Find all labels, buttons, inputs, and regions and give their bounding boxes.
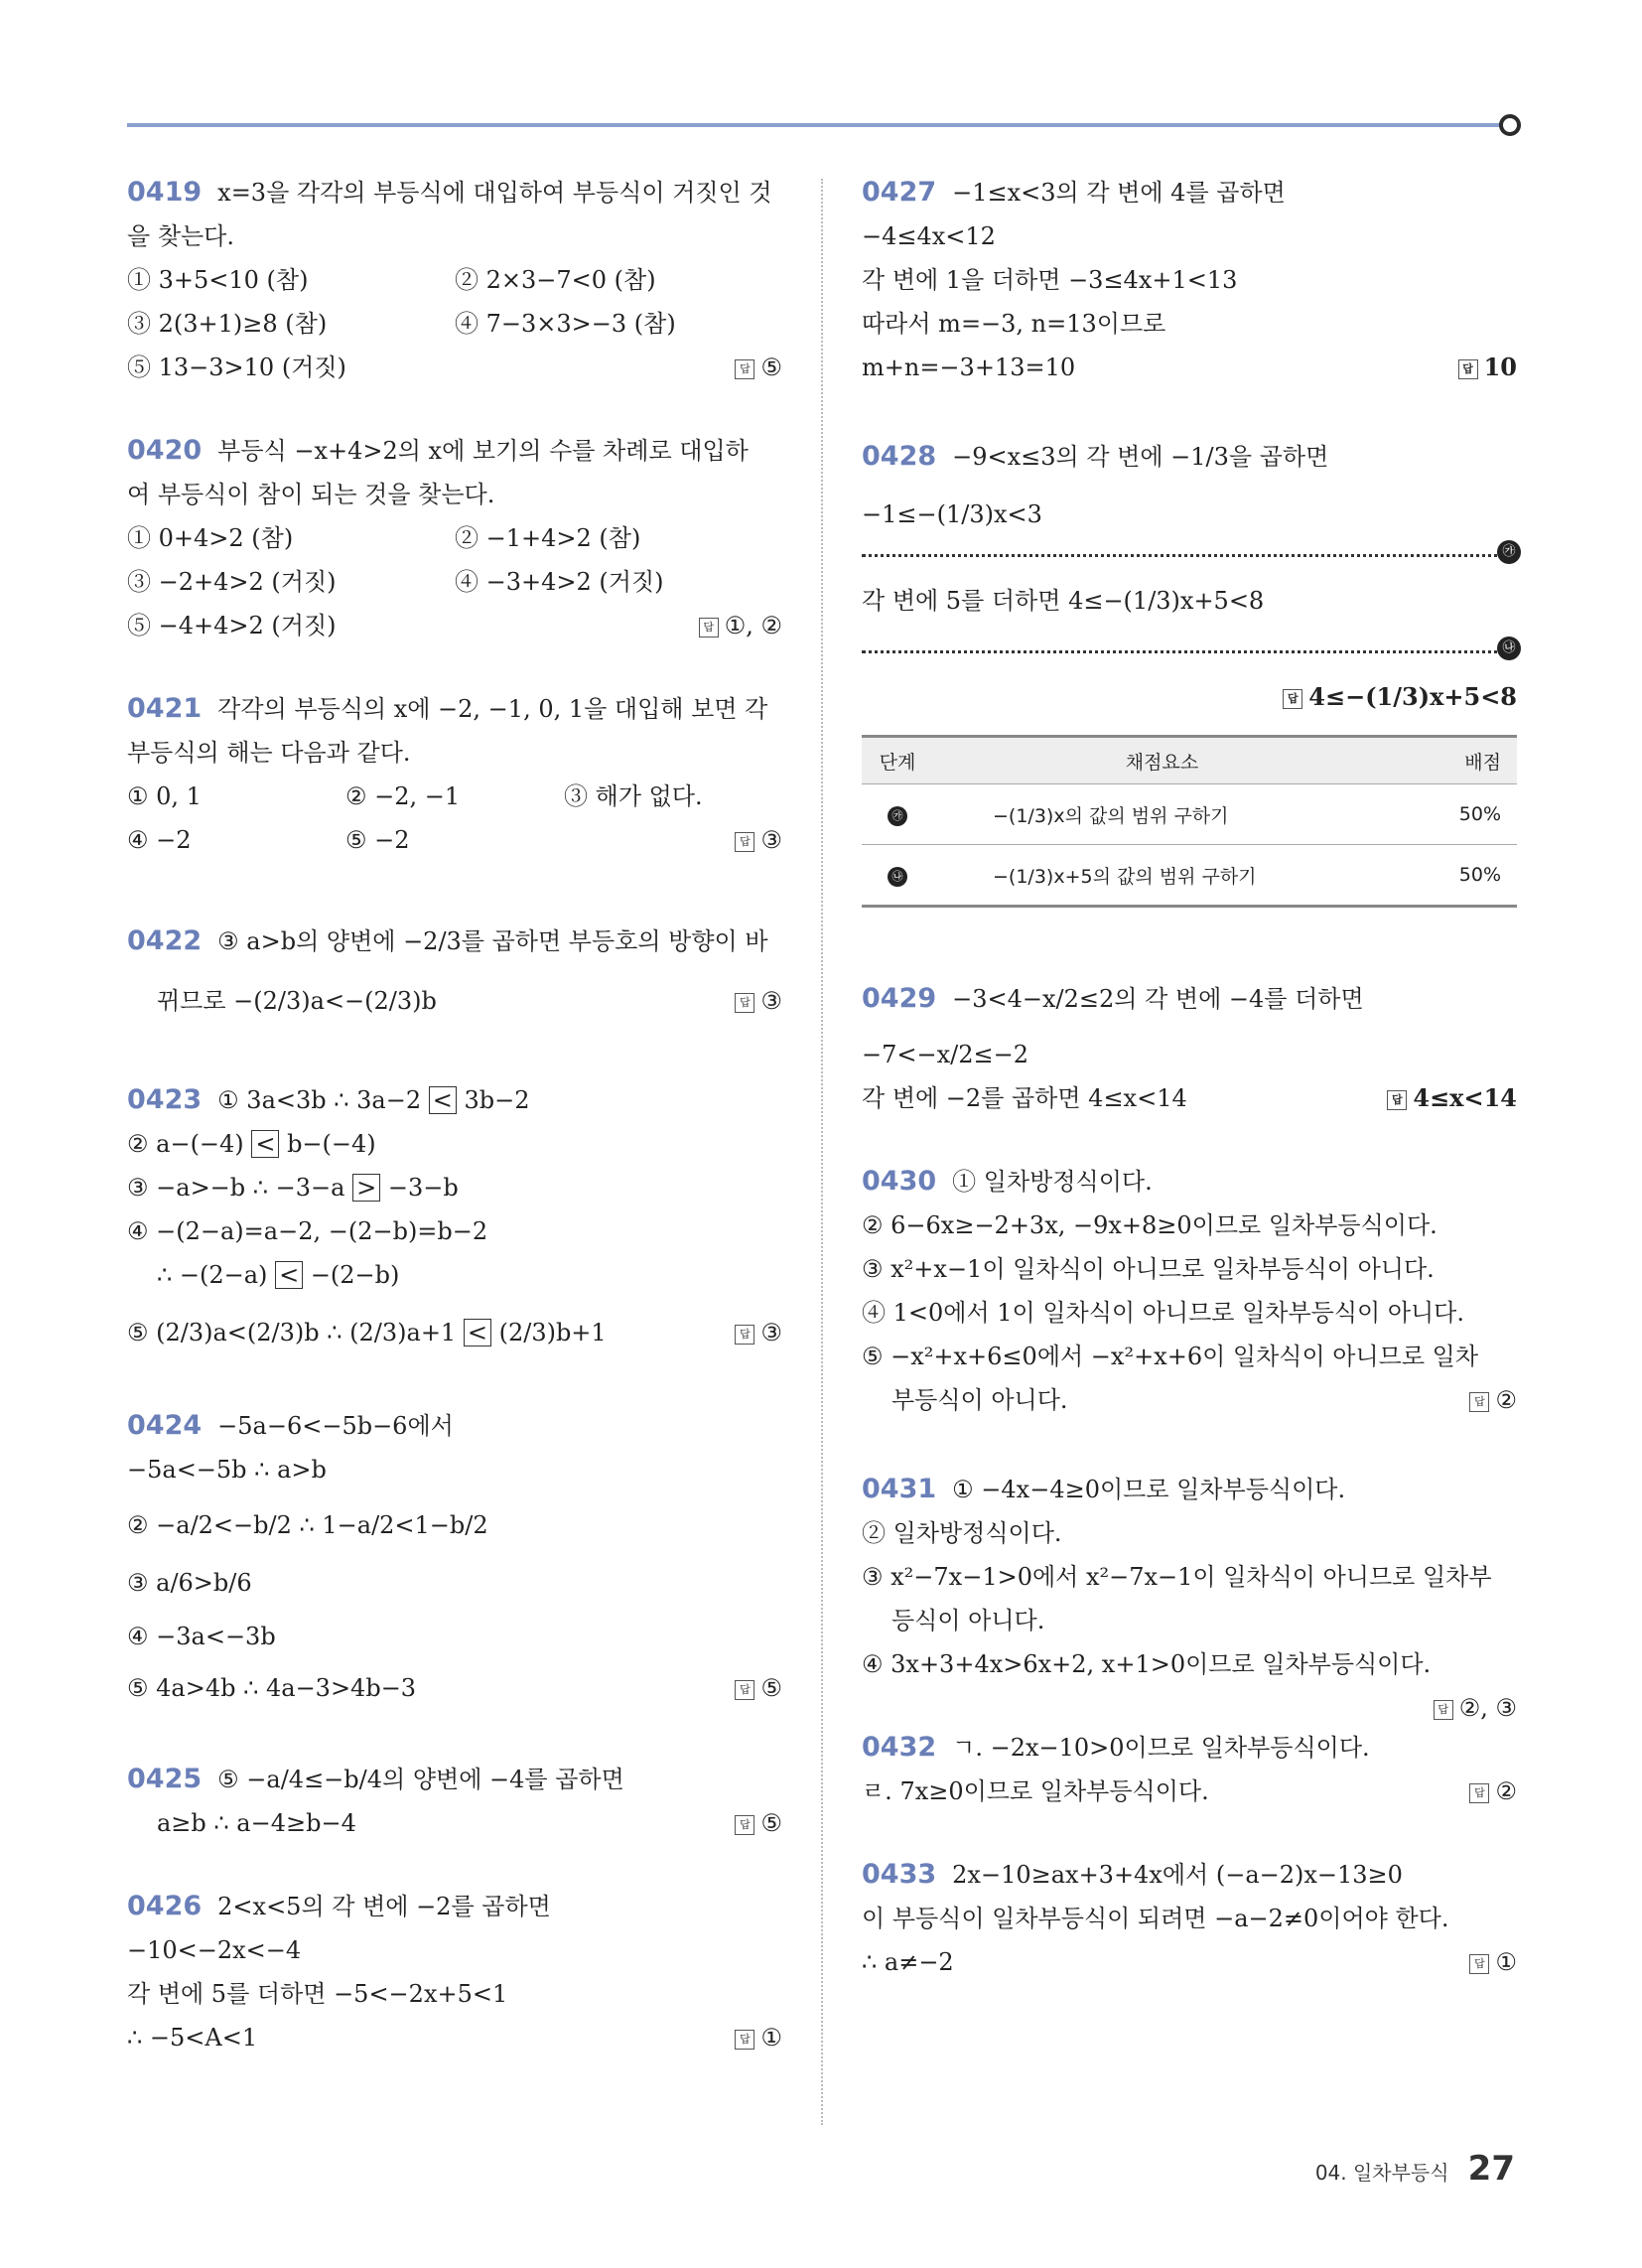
table-row bbox=[862, 784, 1517, 845]
option: ⑤ −4+4>2 (거짓) bbox=[127, 612, 337, 639]
problem-number: 0422 bbox=[127, 925, 203, 956]
problem-text: −4≤4x<12 bbox=[862, 222, 996, 250]
answer-mark-icon: 답 bbox=[1387, 1090, 1407, 1110]
answer-mark-icon: 답 bbox=[735, 1325, 754, 1345]
page-number: 27 bbox=[1467, 2149, 1515, 2189]
answer-mark-icon: 답 bbox=[735, 993, 754, 1013]
problem-number: 0432 bbox=[862, 1732, 937, 1763]
problem-text: 각각의 부등식의 x에 −2, −1, 0, 1을 대입해 보면 각 bbox=[217, 695, 768, 723]
answer: 답 ⑤ bbox=[735, 1801, 782, 1845]
chapter-title: 04. 일차부등식 bbox=[1314, 2161, 1449, 2185]
option: ③ −2+4>2 (거짓) bbox=[127, 568, 337, 596]
step-divider bbox=[862, 640, 1517, 655]
column-divider bbox=[821, 179, 823, 2125]
answer-mark-icon: 답 bbox=[1469, 1954, 1489, 1974]
problem-0422 bbox=[127, 920, 782, 1023]
score-header: 채점요소 bbox=[933, 737, 1391, 784]
right-column bbox=[862, 171, 1517, 2024]
problem-text: 을 찾는다. bbox=[127, 222, 234, 250]
header-dot-icon bbox=[1499, 114, 1521, 136]
problem-text: 각 변에 1을 더하면 −3≤4x+1<13 bbox=[862, 266, 1238, 294]
problem-text: ∴ a≠−2 bbox=[862, 1948, 954, 1976]
problem-text: ⑤ −a/4≤−b/4의 양변에 −4를 곱하면 bbox=[217, 1766, 624, 1793]
problem-number: 0426 bbox=[127, 1891, 203, 1921]
problem-text: ⑤ −x²+x+6≤0에서 −x²+x+6이 일차식이 아니므로 일차 bbox=[862, 1343, 1479, 1370]
problem-text: 부등식의 해는 다음과 같다. bbox=[127, 739, 411, 767]
answer-mark-icon: 답 bbox=[735, 2030, 754, 2050]
answer: 답 ①, ② bbox=[699, 604, 782, 647]
answer: 답 ① bbox=[1469, 1940, 1517, 1984]
answer: 답 ② bbox=[1469, 1770, 1517, 1813]
problem-number: 0431 bbox=[862, 1474, 937, 1504]
problem-number: 0424 bbox=[127, 1410, 203, 1441]
problem-text: ④ −3a<−3b bbox=[127, 1623, 276, 1650]
score-header: 배점 bbox=[1391, 737, 1517, 784]
problem-0425 bbox=[127, 1758, 782, 1845]
problem-number: 0425 bbox=[127, 1764, 203, 1794]
option: ② −1+4>2 (참) bbox=[455, 524, 641, 552]
problem-text: ① −4x−4≥0이므로 일차부등식이다. bbox=[952, 1476, 1346, 1503]
problem-text: −1≤−(1/3)x<3 bbox=[862, 500, 1042, 528]
answer: 답 ① bbox=[735, 2016, 782, 2059]
header-rule bbox=[127, 123, 1509, 127]
problem-text: ② 6−6x≥−2+3x, −9x+8≥0이므로 일차부등식이다. bbox=[862, 1211, 1437, 1239]
option: ① 3+5<10 (참) bbox=[127, 266, 309, 294]
answer: 답 ③ bbox=[735, 1311, 782, 1354]
problem-text: −1≤x<3의 각 변에 4를 곱하면 bbox=[952, 179, 1286, 207]
problem-text: ③ x²−7x−1>0에서 x²−7x−1이 일차식이 아니므로 일차부 bbox=[862, 1563, 1492, 1591]
problem-text: ⑤ 4a>4b ∴ 4a−3>4b−3 bbox=[127, 1674, 417, 1702]
score-table bbox=[862, 735, 1517, 908]
inequality-box: < bbox=[275, 1261, 303, 1289]
option: ① 0, 1 bbox=[127, 782, 202, 810]
problem-text: ㄱ. −2x−10>0이므로 일차부등식이다. bbox=[952, 1734, 1370, 1762]
problem-text: ④ 3x+3+4x>6x+2, x+1>0이므로 일차부등식이다. bbox=[862, 1650, 1432, 1678]
answer: 답 ⑤ bbox=[735, 1666, 782, 1710]
problem-text: −5a−6<−5b−6에서 bbox=[217, 1412, 454, 1440]
problem-text: 부등식이 아니다. bbox=[891, 1386, 1068, 1414]
problem-text: ② −a/2<−b/2 ∴ 1−a/2<1−b/2 bbox=[127, 1511, 488, 1539]
problem-text: 각 변에 −2를 곱하면 4≤x<14 bbox=[862, 1084, 1187, 1112]
problem-number: 0428 bbox=[862, 441, 937, 472]
problem-text: ④ 1<0에서 1이 일차식이 아니므로 일차부등식이 아니다. bbox=[862, 1299, 1464, 1327]
inequality-box: < bbox=[429, 1086, 457, 1114]
problem-text: 등식이 아니다. bbox=[891, 1607, 1045, 1634]
answer-mark-icon: 답 bbox=[1434, 1700, 1453, 1720]
left-column bbox=[127, 171, 782, 2099]
problem-number: 0430 bbox=[862, 1166, 937, 1197]
score-header: 단계 bbox=[862, 737, 933, 784]
problem-0420 bbox=[127, 429, 782, 647]
step-marker: ㉮ bbox=[1497, 540, 1521, 564]
problem-text: ③ a/6>b/6 bbox=[127, 1569, 252, 1597]
problem-text: x=3을 각각의 부등식에 대입하여 부등식이 거짓인 것 bbox=[217, 179, 772, 207]
answer-mark-icon: 답 bbox=[735, 359, 754, 379]
problem-text: a≥b ∴ a−4≥b−4 bbox=[157, 1809, 356, 1837]
score-item: −(1/3)x의 값의 범위 구하기 bbox=[933, 784, 1391, 845]
option: ④ −3+4>2 (거짓) bbox=[455, 568, 664, 596]
table-row bbox=[862, 845, 1517, 907]
answer-mark-icon: 답 bbox=[735, 1815, 754, 1835]
problem-text: −7<−x/2≤−2 bbox=[862, 1041, 1028, 1068]
step-marker: ㉯ bbox=[1497, 637, 1521, 660]
problem-text: ∴ −5<A<1 bbox=[127, 2024, 258, 2052]
option: ④ −2 bbox=[127, 826, 192, 854]
problem-0424 bbox=[127, 1404, 782, 1710]
problem-text: 부등식 −x+4>2의 x에 보기의 수를 차례로 대입하 bbox=[217, 437, 749, 465]
problem-0432 bbox=[862, 1726, 1517, 1813]
problem-text: m+n=−3+13=10 bbox=[862, 354, 1076, 381]
inequality-box: > bbox=[352, 1174, 380, 1202]
option: ③ 해가 없다. bbox=[564, 782, 703, 810]
problem-0427 bbox=[862, 171, 1517, 389]
problem-number: 0421 bbox=[127, 693, 203, 724]
problem-text: ② 일차방정식이다. bbox=[862, 1519, 1062, 1547]
score-item: −(1/3)x+5의 값의 범위 구하기 bbox=[933, 845, 1391, 907]
problem-text: ① 일차방정식이다. bbox=[952, 1168, 1153, 1196]
problem-text: 각 변에 5를 더하면 4≤−(1/3)x+5<8 bbox=[862, 587, 1265, 615]
inequality-box: < bbox=[464, 1319, 491, 1347]
answer-mark-icon: 답 bbox=[735, 832, 754, 852]
problem-text: ㄹ. 7x≥0이므로 일차부등식이다. bbox=[862, 1777, 1209, 1805]
answer: 답 4≤x<14 bbox=[1387, 1076, 1517, 1120]
problem-text: −10<−2x<−4 bbox=[127, 1936, 302, 1964]
problem-text: 이 부등식이 일차부등식이 되려면 −a−2≠0이어야 한다. bbox=[862, 1905, 1449, 1932]
problem-number: 0427 bbox=[862, 177, 937, 208]
problem-0426 bbox=[127, 1885, 782, 2059]
problem-0429 bbox=[862, 977, 1517, 1120]
problem-number: 0419 bbox=[127, 177, 203, 208]
inequality-box: < bbox=[251, 1130, 279, 1158]
answer-mark-icon: 답 bbox=[699, 618, 719, 638]
option: ③ 2(3+1)≥8 (참) bbox=[127, 310, 328, 338]
score-value: 50% bbox=[1391, 845, 1517, 907]
problem-text: −9<x≤3의 각 변에 −1/3을 곱하면 bbox=[952, 443, 1329, 471]
option: ② 2×3−7<0 (참) bbox=[455, 266, 656, 294]
problem-number: 0423 bbox=[127, 1084, 203, 1115]
answer: 답 ② bbox=[1469, 1378, 1517, 1422]
problem-text: 따라서 m=−3, n=13이므로 bbox=[862, 310, 1166, 338]
problem-0431 bbox=[862, 1468, 1517, 1722]
page-footer bbox=[1315, 2149, 1515, 2189]
answer-mark-icon: 답 bbox=[735, 1680, 754, 1700]
problem-number: 0420 bbox=[127, 435, 203, 466]
step-divider bbox=[862, 544, 1517, 559]
score-value: 50% bbox=[1391, 784, 1517, 845]
step-marker: ㉯ bbox=[888, 867, 907, 887]
problem-0433 bbox=[862, 1853, 1517, 1984]
problem-0423: 0423 ① 3a<3b ∴ 3a−2 < 3b−2 ② a−(−4) < b−(−4) ③ −a>−b ∴ −3−a > −3−b ④ −(2−a)=a−2, −(2−b)=b−2 ∴ −(2−a) < −(2−b) ⑤ (2/3)a<(2/3)b ∴ (2/3)a+1 < (2/3)b+1 답 ③ bbox=[127, 1078, 782, 1354]
problem-text: −5a<−5b ∴ a>b bbox=[127, 1456, 327, 1484]
problem-text: ③ a>b의 양변에 −2/3를 곱하면 부등호의 방향이 바 bbox=[217, 927, 768, 955]
problem-text: 2<x<5의 각 변에 −2를 곱하면 bbox=[217, 1893, 551, 1920]
answer: 답 ③ bbox=[735, 979, 782, 1023]
answer: 답 ⑤ bbox=[735, 346, 782, 389]
problem-text: 2x−10≥ax+3+4x에서 (−a−2)x−13≥0 bbox=[952, 1861, 1403, 1889]
problem-number: 0429 bbox=[862, 983, 937, 1014]
answer: 답 ②, ③ bbox=[1434, 1686, 1517, 1730]
problem-text: 뀌므로 −(2/3)a<−(2/3)b bbox=[157, 987, 437, 1015]
answer-mark-icon: 답 bbox=[1283, 689, 1302, 709]
option: ② −2, −1 bbox=[345, 782, 461, 810]
option: ⑤ 13−3>10 (거짓) bbox=[127, 354, 346, 381]
problem-text: −3<4−x/2≤2의 각 변에 −4를 더하면 bbox=[952, 985, 1364, 1013]
answer-mark-icon: 답 bbox=[1458, 359, 1478, 379]
problem-0430 bbox=[862, 1160, 1517, 1422]
answer-mark-icon: 답 bbox=[1469, 1783, 1489, 1803]
option: ⑤ −2 bbox=[345, 826, 410, 854]
answer: 답 4≤−(1/3)x+5<8 bbox=[1283, 675, 1517, 719]
step-marker: ㉮ bbox=[888, 806, 907, 826]
problem-0419 bbox=[127, 171, 782, 389]
problem-text: 각 변에 5를 더하면 −5<−2x+5<1 bbox=[127, 1980, 508, 2008]
problem-0428 bbox=[862, 435, 1517, 908]
option: ④ 7−3×3>−3 (참) bbox=[455, 310, 676, 338]
answer-mark-icon: 답 bbox=[1469, 1392, 1489, 1412]
problem-0421 bbox=[127, 687, 782, 862]
problem-number: 0433 bbox=[862, 1859, 937, 1890]
problem-text: ③ x²+x−1이 일차식이 아니므로 일차부등식이 아니다. bbox=[862, 1255, 1435, 1283]
answer: 답 ③ bbox=[735, 818, 782, 862]
problem-text: ④ −(2−a)=a−2, −(2−b)=b−2 bbox=[127, 1217, 488, 1245]
problem-text: 여 부등식이 참이 되는 것을 찾는다. bbox=[127, 481, 495, 508]
option: ① 0+4>2 (참) bbox=[127, 524, 294, 552]
answer: 답 10 bbox=[1458, 346, 1517, 389]
